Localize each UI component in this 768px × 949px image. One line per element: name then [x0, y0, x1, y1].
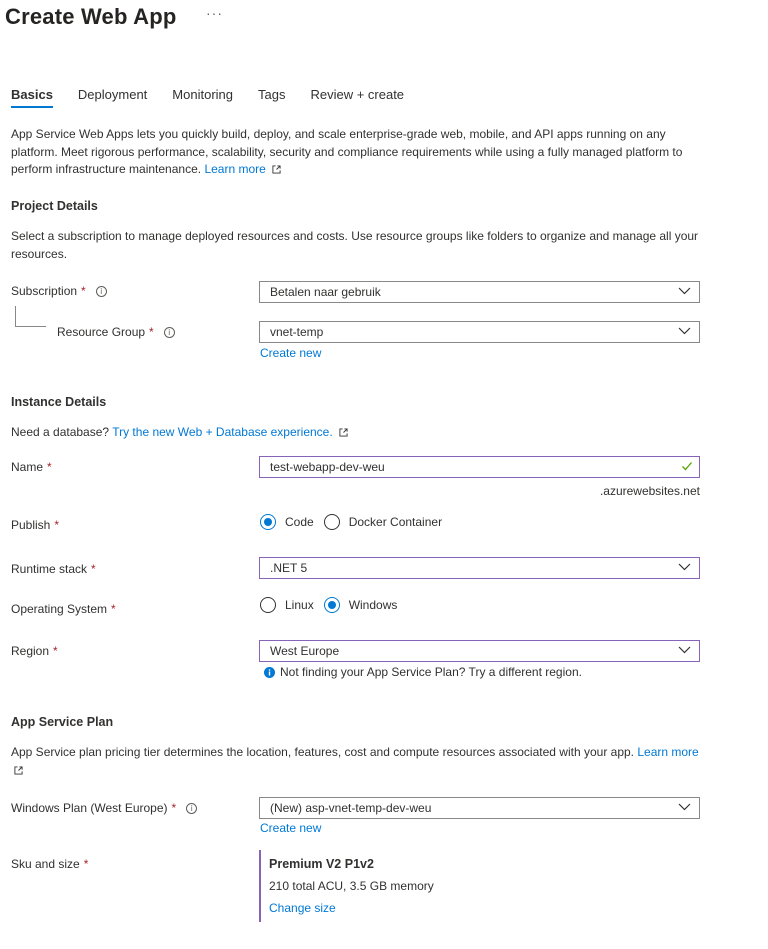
subscription-label: Subscription * i [11, 284, 107, 298]
info-circle-icon[interactable]: i [96, 286, 107, 297]
instance-details-heading: Instance Details [11, 395, 107, 409]
publish-code-radio[interactable] [260, 514, 276, 530]
region-dropdown[interactable]: West Europe [259, 640, 700, 662]
change-size-link[interactable]: Change size [269, 901, 336, 915]
windows-plan-dropdown[interactable]: (New) asp-vnet-temp-dev-weu [259, 797, 700, 819]
web-database-link[interactable]: Try the new Web + Database experience. [112, 425, 333, 439]
database-prompt: Need a database? Try the new Web + Database experience. [11, 424, 711, 442]
tree-connector [15, 306, 46, 327]
learn-more-link[interactable]: Learn more [204, 162, 266, 176]
tab-tags[interactable]: Tags [258, 87, 286, 102]
region-label: Region * [11, 644, 58, 658]
subscription-dropdown[interactable]: Betalen naar gebruik [259, 281, 700, 303]
os-radio-group: Linux Windows [260, 597, 407, 613]
tab-bar [11, 87, 429, 108]
os-windows-radio[interactable] [324, 597, 340, 613]
chevron-down-icon [678, 563, 691, 571]
external-link-icon [14, 766, 23, 775]
info-filled-icon [264, 667, 275, 678]
chevron-down-icon [678, 646, 691, 654]
external-link-icon [339, 428, 348, 437]
chevron-down-icon [678, 287, 691, 295]
project-details-heading: Project Details [11, 199, 98, 213]
chevron-down-icon [678, 803, 691, 811]
resource-group-dropdown[interactable]: vnet-temp [259, 321, 700, 343]
tab-monitoring[interactable]: Monitoring [172, 87, 233, 102]
more-options-icon[interactable]: ··· [206, 5, 223, 21]
publish-radio-group: Code Docker Container [260, 514, 452, 530]
sku-accent-bar [259, 850, 261, 922]
info-circle-icon[interactable]: i [164, 327, 175, 338]
tab-review-create[interactable]: Review + create [310, 87, 405, 102]
region-hint: Not finding your App Service Plan? Try a different region. [264, 665, 582, 679]
name-domain-suffix: .azurewebsites.net [599, 484, 700, 498]
resource-group-label: Resource Group * i [57, 325, 175, 339]
publish-docker-radio[interactable] [324, 514, 340, 530]
page-title: Create Web App [5, 4, 177, 29]
project-description: Select a subscription to manage deployed resources and costs. Use resource groups like folders to organize and manage all your resources. [11, 229, 699, 261]
app-service-plan-heading: App Service Plan [11, 715, 114, 729]
windows-plan-label: Windows Plan (West Europe) * i [11, 801, 197, 815]
info-circle-icon[interactable]: i [186, 803, 197, 814]
create-new-resource-group-link[interactable]: Create new [260, 346, 322, 360]
name-label: Name * [11, 460, 52, 474]
sku-name: Premium V2 P1v2 [269, 857, 374, 871]
sku-size-label: Sku and size * [11, 857, 89, 871]
sku-detail: 210 total ACU, 3.5 GB memory [269, 879, 434, 893]
tab-deployment[interactable]: Deployment [77, 87, 148, 102]
name-input[interactable]: test-webapp-dev-weu [259, 456, 700, 478]
runtime-stack-dropdown[interactable]: .NET 5 [259, 557, 700, 579]
external-link-icon [272, 165, 281, 174]
create-new-plan-link[interactable]: Create new [260, 821, 322, 835]
operating-system-label: Operating System * [11, 602, 116, 616]
intro-text: App Service Web Apps lets you quickly build, deploy, and scale enterprise-grade web, mobile, and API apps running on any platform. Meet rigorous performance, scalability, security and compliance requirements while using a fully managed platform to perform infrastructure maintenance. Learn more [11, 127, 683, 176]
plan-learn-more-link[interactable]: Learn more [637, 745, 699, 759]
checkmark-icon [681, 460, 693, 472]
publish-label: Publish * [11, 518, 60, 532]
chevron-down-icon [678, 327, 691, 335]
plan-description: App Service plan pricing tier determines the location, features, cost and compute resources associated with your app. Learn more [11, 744, 711, 779]
tab-basics[interactable]: Basics [11, 87, 53, 108]
runtime-stack-label: Runtime stack * [11, 562, 96, 576]
os-linux-radio[interactable] [260, 597, 276, 613]
